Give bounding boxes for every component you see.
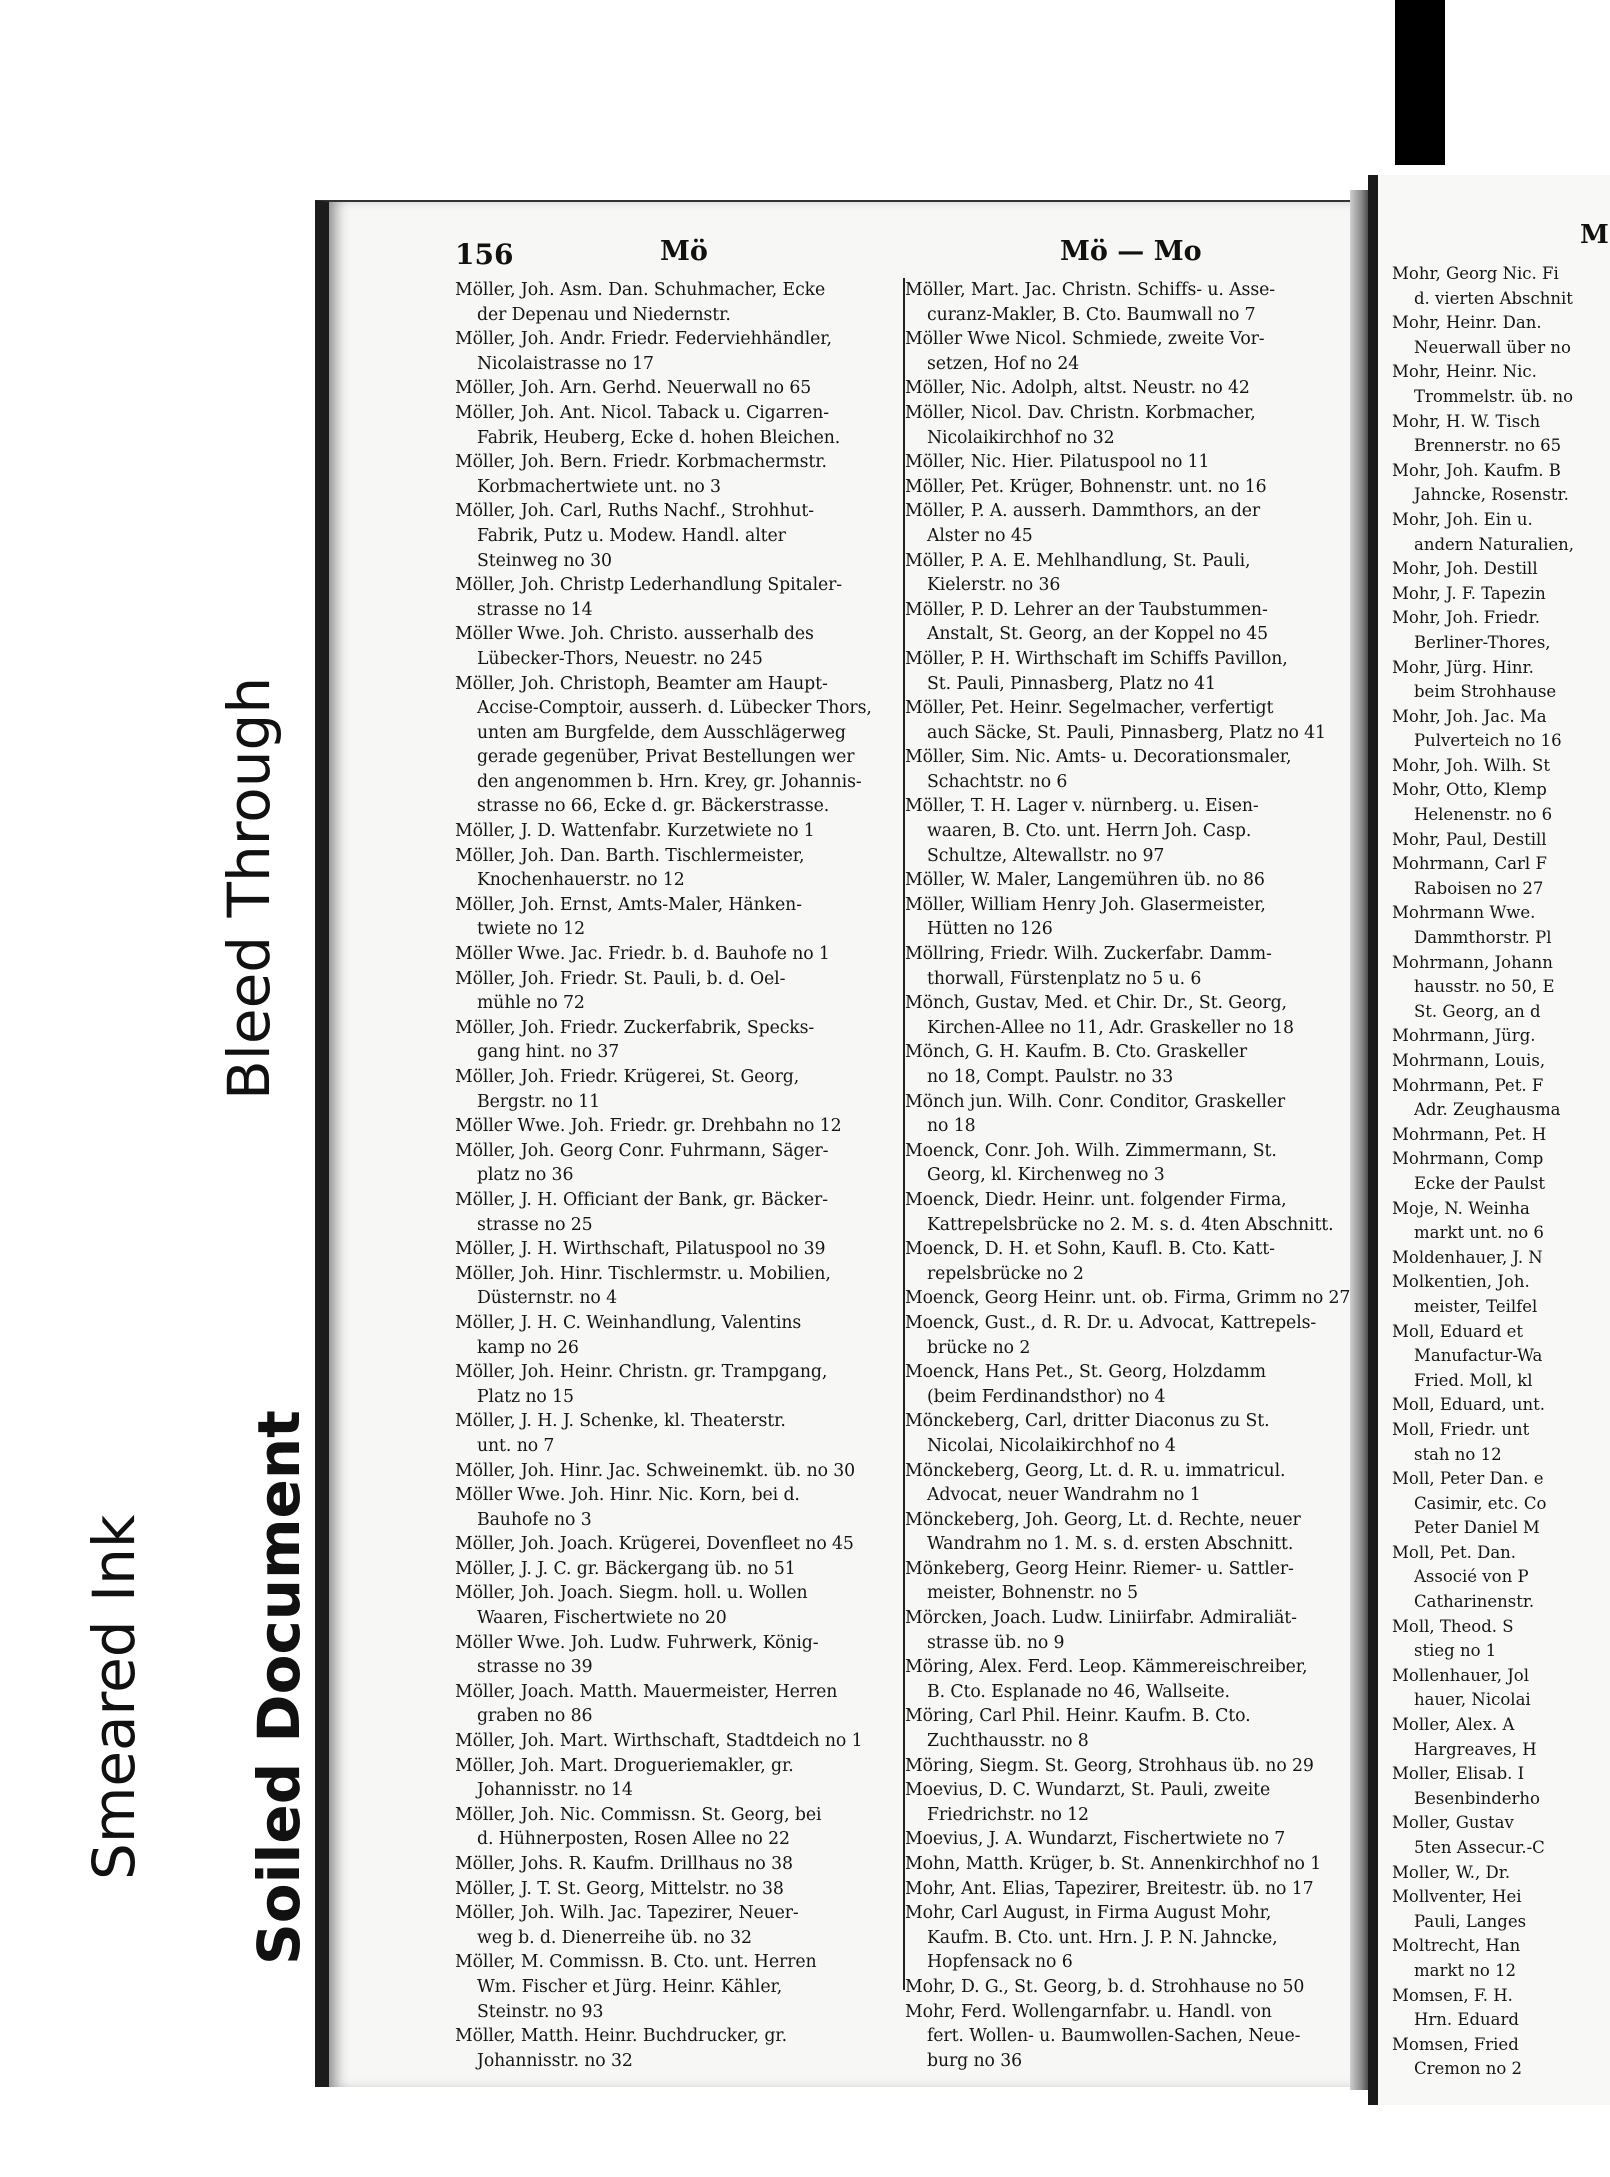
directory-line: Neuerwall über no xyxy=(1414,337,1571,357)
directory-line: curanz-Makler, B. Cto. Baumwall no 7 xyxy=(927,304,1256,325)
label-soiled-document: Soiled Document xyxy=(245,1410,313,1965)
directory-line: thorwall, Fürstenplatz no 5 u. 6 xyxy=(927,968,1202,989)
directory-line: Fried. Moll, kl xyxy=(1414,1370,1533,1390)
scan-margin-strip xyxy=(1395,0,1445,165)
directory-line: Mohrmann, Johann xyxy=(1392,952,1553,972)
directory-line: Momsen, F. H. xyxy=(1392,1985,1513,2005)
directory-line: Mönckeberg, Carl, dritter Diaconus zu St. xyxy=(905,1411,1270,1432)
directory-line: Möller, Sim. Nic. Amts- u. Decorationsmaler, xyxy=(905,747,1292,768)
directory-line: Moller, Gustav xyxy=(1392,1813,1514,1833)
directory-line: kamp no 26 xyxy=(477,1337,579,1358)
directory-line: Möller, J. T. St. Georg, Mittelstr. no 38 xyxy=(455,1878,784,1899)
directory-line: Möller, T. H. Lager v. nürnberg. u. Eisen- xyxy=(905,796,1259,817)
directory-line: Nicolaistrasse no 17 xyxy=(477,353,654,374)
directory-line: der Depenau und Niedernstr. xyxy=(477,304,731,325)
directory-line: Möller, P. D. Lehrer an der Taubstummen- xyxy=(905,599,1268,620)
directory-line: Möller, Johs. R. Kaufm. Drillhaus no 38 xyxy=(455,1854,793,1874)
directory-line: Moenck, Conr. Joh. Wilh. Zimmermann, St. xyxy=(905,1140,1277,1161)
directory-line: Möller, Joh. Asm. Dan. Schuhmacher, Ecke xyxy=(455,280,826,300)
directory-line: Möller, J. H. Officiant der Bank, gr. Bäcker- xyxy=(455,1189,828,1210)
directory-line: Möller, Joh. Friedr. Krügerei, St. Georg, xyxy=(455,1067,800,1087)
directory-line: Brennerstr. no 65 xyxy=(1414,436,1562,456)
directory-line: Möller, M. Commissn. B. Cto. unt. Herren xyxy=(455,1952,817,1973)
directory-line: strasse no 66, Ecke d. gr. Bäckerstrasse. xyxy=(477,796,830,817)
directory-line: platz no 36 xyxy=(477,1165,574,1186)
directory-line: Möller, Joh. Heinr. Christn. gr. Trampgang, xyxy=(455,1362,828,1383)
directory-line: Mohrmann, Comp xyxy=(1392,1149,1544,1169)
directory-line: Dammthorstr. Pl xyxy=(1414,928,1552,948)
directory-line: Korbmachertwiete unt. no 3 xyxy=(477,476,721,497)
directory-line: Kielerstr. no 36 xyxy=(927,575,1061,596)
directory-line: Mohrmann, Pet. F xyxy=(1392,1075,1544,1095)
directory-line: strasse no 14 xyxy=(477,599,593,620)
directory-line: Alster no 45 xyxy=(927,525,1033,546)
directory-line: Mohrmann Wwe. xyxy=(1392,903,1536,923)
directory-line: meister, Teilfel xyxy=(1414,1296,1538,1316)
label-smeared-ink: Smeared Ink xyxy=(80,1514,148,1880)
directory-line: Moll, Friedr. unt xyxy=(1392,1419,1530,1439)
directory-line: unten am Burgfelde, dem Ausschlägerweg xyxy=(477,722,846,743)
running-header-left: Mö xyxy=(660,236,708,267)
directory-line: Möller, J. H. J. Schenke, kl. Theaterstr. xyxy=(455,1411,786,1432)
directory-line: Berliner-Thores, xyxy=(1414,632,1551,652)
directory-line: Associé von P xyxy=(1414,1567,1529,1587)
running-header-far: M xyxy=(1580,220,1609,250)
directory-line: Trommelstr. üb. no xyxy=(1414,386,1574,406)
directory-line: Adr. Zeughausma xyxy=(1414,1100,1561,1120)
directory-line: Möller, P. A. E. Mehlhandlung, St. Pauli, xyxy=(905,550,1251,571)
directory-line: Möller Wwe. Jac. Friedr. b. d. Bauhofe no 1 xyxy=(455,944,830,965)
directory-line: Mohr, Carl August, in Firma August Mohr, xyxy=(905,1903,1272,1924)
directory-line: Kaufm. B. Cto. unt. Hrn. J. P. N. Jahncke, xyxy=(927,1927,1278,1948)
directory-line: hauer, Nicolai xyxy=(1414,1690,1531,1710)
directory-line: no 18, Compt. Paulstr. no 33 xyxy=(927,1067,1174,1087)
directory-line: B. Cto. Esplanade no 46, Wallseite. xyxy=(927,1681,1230,1702)
directory-line: Steinweg no 30 xyxy=(477,550,612,571)
directory-line: Mönckeberg, Joh. Georg, Lt. d. Rechte, neuer xyxy=(905,1509,1301,1530)
directory-line: Schachtstr. no 6 xyxy=(927,771,1068,792)
directory-line: Möller, Joh. Christp Lederhandlung Spitaler- xyxy=(455,575,843,596)
directory-line: Möller, Joh. Carl, Ruths Nachf., Strohhut- xyxy=(455,501,814,522)
directory-line: auch Säcke, St. Pauli, Pinnasberg, Platz no 41 xyxy=(927,722,1326,743)
directory-line: Möller, Joh. Andr. Friedr. Federviehhändler, xyxy=(455,329,832,350)
directory-line: Mönkeberg, Georg Heinr. Riemer- u. Sattler- xyxy=(905,1558,1294,1579)
directory-line: Möller, Joh. Bern. Friedr. Korbmachermstr. xyxy=(455,452,827,473)
directory-line: Möller, J. H. Wirthschaft, Pilatuspool no 39 xyxy=(455,1239,826,1260)
directory-line: 5ten Assecur.-C xyxy=(1414,1838,1545,1857)
directory-line: Waaren, Fischertwiete no 20 xyxy=(477,1608,727,1629)
directory-line: stieg no 1 xyxy=(1414,1641,1497,1661)
directory-line: gerade gegenüber, Privat Bestellungen wer xyxy=(477,747,855,768)
directory-line: Mohr, Heinr. Nic. xyxy=(1392,362,1537,382)
directory-line: Mohrmann, Louis, xyxy=(1392,1051,1546,1070)
directory-line: Hopfensack no 6 xyxy=(927,1952,1073,1973)
directory-line: Möllring, Friedr. Wilh. Zuckerfabr. Damm- xyxy=(905,944,1272,965)
directory-line: andern Naturalien, xyxy=(1414,534,1574,554)
directory-line: Bergstr. no 11 xyxy=(477,1091,601,1112)
directory-line: Helenenstr. no 6 xyxy=(1414,805,1553,825)
directory-line: Mörcken, Joach. Ludw. Liniirfabr. Admiraliät- xyxy=(905,1608,1297,1629)
directory-line: Möller, Joh. Georg Conr. Fuhrmann, Säger- xyxy=(455,1140,829,1161)
directory-line: Möller, Pet. Heinr. Segelmacher, verfertigt xyxy=(905,698,1274,719)
directory-line: Möller, Joh. Hinr. Jac. Schweinemkt. üb. no 30 xyxy=(455,1460,856,1481)
directory-line: Mohr, Joh. Ein u. xyxy=(1392,509,1533,529)
directory-line: Möller, Mart. Jac. Christn. Schiffs- u. Asse- xyxy=(905,280,1275,300)
directory-line: Mohr, Joh. Destill xyxy=(1392,559,1538,579)
directory-line: brücke no 2 xyxy=(927,1337,1031,1358)
directory-line: Mollventer, Hei xyxy=(1392,1887,1522,1907)
directory-line: Pauli, Langes xyxy=(1414,1911,1527,1931)
directory-line: Möller, P. A. ausserh. Dammthors, an der xyxy=(905,501,1261,522)
directory-line: Moll, Pet. Dan. xyxy=(1392,1542,1517,1562)
directory-line: burg no 36 xyxy=(927,2050,1023,2071)
directory-line: Möring, Alex. Ferd. Leop. Kämmereischreiber, xyxy=(905,1657,1308,1678)
directory-line: Mohr, Otto, Klemp xyxy=(1392,780,1547,800)
directory-line: Steinstr. no 93 xyxy=(477,2001,604,2022)
directory-line: strasse no 39 xyxy=(477,1657,593,1678)
directory-line: Mohr, Georg Nic. Fi xyxy=(1392,264,1559,283)
directory-line: Möller, Joh. Mart. Drogueriemakler, gr. xyxy=(455,1755,794,1776)
directory-line: twiete no 12 xyxy=(477,919,585,940)
directory-line: Mohr, D. G., St. Georg, b. d. Strohhause no 50 xyxy=(905,1976,1305,1997)
directory-line: Cremon no 2 xyxy=(1414,2059,1523,2079)
directory-line: Catharinenstr. xyxy=(1414,1592,1535,1612)
directory-line: Mohrmann, Pet. H xyxy=(1392,1124,1547,1144)
directory-line: Mohr, Paul, Destill xyxy=(1392,829,1547,849)
directory-line: Manufactur-Wa xyxy=(1414,1346,1543,1366)
directory-line: waaren, B. Cto. unt. Herrn Joh. Casp. xyxy=(927,821,1252,842)
directory-column-left xyxy=(455,278,905,2073)
directory-line: Möller, Joh. Christoph, Beamter am Haupt- xyxy=(455,673,828,694)
directory-line: Friedrichstr. no 12 xyxy=(927,1804,1089,1825)
directory-line: Möller, Joh. Joach. Siegm. holl. u. Wollen xyxy=(455,1583,808,1604)
directory-line: Moldenhauer, J. N xyxy=(1392,1247,1543,1267)
directory-line: Molkentien, Joh. xyxy=(1392,1272,1530,1292)
directory-line: Möller, J. J. C. gr. Bäckergang üb. no 51 xyxy=(455,1558,796,1579)
directory-line: Möller, Joh. Dan. Barth. Tischlermeister, xyxy=(455,845,805,866)
directory-line: Georg, kl. Kirchenweg no 3 xyxy=(927,1165,1165,1186)
directory-line: Mohr, Ferd. Wollengarnfabr. u. Handl. von xyxy=(905,2001,1272,2022)
directory-line: Jahncke, Rosenstr. xyxy=(1414,485,1569,505)
label-bleed-through: Bleed Through xyxy=(215,676,283,1100)
directory-line: fert. Wollen- u. Baumwollen-Sachen, Neue- xyxy=(927,2026,1301,2047)
directory-line: Raboisen no 27 xyxy=(1414,878,1544,898)
directory-line: Hargreaves, H xyxy=(1414,1739,1537,1759)
directory-line: Möller Wwe. Joh. Christo. ausserhalb des xyxy=(455,624,814,645)
directory-line: Möller Wwe. Joh. Hinr. Nic. Korn, bei d. xyxy=(455,1485,800,1506)
directory-line: Möller Wwe. Joh. Friedr. gr. Drehbahn no 12 xyxy=(455,1116,842,1137)
directory-line: Kirchen-Allee no 11, Adr. Graskeller no 18 xyxy=(927,1017,1294,1038)
directory-line: Mohrmann, Carl F xyxy=(1392,854,1547,874)
directory-line: Moller, W., Dr. xyxy=(1392,1862,1511,1882)
directory-line: d. vierten Abschnit xyxy=(1414,288,1573,308)
directory-line: repelsbrücke no 2 xyxy=(927,1263,1084,1284)
directory-line: Platz no 15 xyxy=(477,1386,574,1407)
directory-line: Hütten no 126 xyxy=(927,919,1053,940)
directory-line: Momsen, Fried xyxy=(1392,2034,1519,2054)
directory-line: St. Georg, an d xyxy=(1414,1001,1541,1021)
directory-line: Düsternstr. no 4 xyxy=(477,1288,617,1309)
directory-line: Lübecker-Thors, Neuestr. no 245 xyxy=(477,648,763,669)
directory-line: Kattrepelsbrücke no 2. M. s. d. 4ten Abschnitt. xyxy=(927,1214,1334,1235)
directory-line: Mohr, Jürg. Hinr. xyxy=(1392,657,1534,677)
directory-line: Ecke der Paulst xyxy=(1414,1173,1545,1193)
directory-line: Möller, Joh. Wilh. Jac. Tapezirer, Neuer- xyxy=(455,1903,799,1924)
directory-line: Mohr, J. F. Tapezin xyxy=(1392,583,1546,603)
directory-line: Möller Wwe. Joh. Ludw. Fuhrwerk, König- xyxy=(455,1632,819,1653)
directory-line: Möller, Joh. Friedr. St. Pauli, b. d. Oel- xyxy=(455,968,786,989)
directory-line: Moenck, Georg Heinr. unt. ob. Firma, Grimm no 27 xyxy=(905,1288,1351,1309)
directory-line: den angenommen b. Hrn. Krey, gr. Johannis- xyxy=(477,771,862,792)
directory-line: Moller, Elisab. I xyxy=(1392,1764,1525,1784)
directory-line: Möller, Nic. Hier. Pilatuspool no 11 xyxy=(905,452,1210,473)
directory-line: Nicolai, Nicolaikirchhof no 4 xyxy=(927,1435,1176,1456)
directory-line: Moll, Theod. S xyxy=(1392,1616,1514,1636)
directory-line: Moll, Eduard, unt. xyxy=(1392,1395,1546,1415)
directory-line: Mönch, Gustav, Med. et Chir. Dr., St. Georg, xyxy=(905,993,1287,1014)
directory-line: Möller, Nic. Adolph, altst. Neustr. no 42 xyxy=(905,378,1250,399)
directory-line: Möller, P. H. Wirthschaft im Schiffs Pavillon, xyxy=(905,648,1288,669)
directory-line: Möller, Joh. Friedr. Zuckerfabrik, Specks- xyxy=(455,1017,815,1038)
directory-line: Moenck, Diedr. Heinr. unt. folgender Firma, xyxy=(905,1189,1287,1210)
directory-line: Möller, J. H. C. Weinhandlung, Valentins xyxy=(455,1312,802,1333)
directory-line: Mohr, H. W. Tisch xyxy=(1392,411,1541,431)
directory-line: Bauhofe no 3 xyxy=(477,1509,592,1530)
directory-line: Anstalt, St. Georg, an der Koppel no 45 xyxy=(927,624,1269,645)
directory-line: Möller, J. D. Wattenfabr. Kurzetwiete no 1 xyxy=(455,821,815,842)
directory-line: Mohr, Joh. Wilh. St xyxy=(1392,755,1550,775)
directory-line: Möring, Carl Phil. Heinr. Kaufm. B. Cto. xyxy=(905,1706,1251,1727)
directory-line: St. Pauli, Pinnasberg, Platz no 41 xyxy=(927,673,1216,694)
directory-line: Schultze, Altewallstr. no 97 xyxy=(927,845,1165,866)
directory-line: Mohr, Heinr. Dan. xyxy=(1392,313,1542,333)
directory-line: Moenck, Hans Pet., St. Georg, Holzdamm xyxy=(905,1362,1266,1383)
directory-line: Knochenhauerstr. no 12 xyxy=(477,870,685,891)
directory-line: strasse no 25 xyxy=(477,1214,593,1235)
directory-line: unt. no 7 xyxy=(477,1435,555,1456)
directory-line: Mohrmann, Jürg. xyxy=(1392,1026,1536,1046)
directory-line: Mollenhauer, Jol xyxy=(1392,1665,1530,1685)
directory-line: Möller, Joh. Joach. Krügerei, Dovenfleet no 45 xyxy=(455,1534,854,1555)
directory-line: hausstr. no 50, E xyxy=(1414,977,1555,997)
directory-line: Peter Daniel M xyxy=(1414,1518,1540,1538)
directory-line: Moenck, D. H. et Sohn, Kaufl. B. Cto. Katt- xyxy=(905,1239,1275,1260)
directory-line: Advocat, neuer Wandrahm no 1 xyxy=(927,1485,1201,1506)
directory-line: Möller, Joh. Arn. Gerhd. Neuerwall no 65 xyxy=(455,378,812,399)
running-header-right: Mö — Mo xyxy=(1060,236,1202,267)
directory-line: Nicolaikirchhof no 32 xyxy=(927,427,1115,448)
directory-line: Accise-Comptoir, ausserh. d. Lübecker Thors, xyxy=(477,698,872,719)
directory-line: Möller, Joach. Matth. Mauermeister, Herren xyxy=(455,1681,838,1702)
directory-line: Möller, W. Maler, Langemühren üb. no 86 xyxy=(905,870,1265,891)
directory-column-far xyxy=(1392,262,1600,2082)
directory-line: Möller, Joh. Ernst, Amts-Maler, Hänken- xyxy=(455,894,802,915)
directory-line: d. Hühnerposten, Rosen Allee no 22 xyxy=(477,1829,790,1850)
directory-line: Mohr, Joh. Kaufm. B xyxy=(1392,460,1561,480)
directory-line: Wandrahm no 1. M. s. d. ersten Abschnitt. xyxy=(927,1534,1294,1555)
directory-line: Möller, Nicol. Dav. Christn. Korbmacher, xyxy=(905,402,1256,423)
directory-line: Möller, Joh. Nic. Commissn. St. Georg, bei xyxy=(455,1804,822,1825)
directory-line: Besenbinderho xyxy=(1414,1788,1540,1808)
directory-line: Möller, Joh. Mart. Wirthschaft, Stadtdeich no 1 xyxy=(455,1731,863,1752)
directory-line: meister, Bohnenstr. no 5 xyxy=(927,1583,1139,1604)
directory-line: mühle no 72 xyxy=(477,993,585,1014)
directory-line: Johannisstr. no 14 xyxy=(477,1780,633,1801)
directory-line: Möller, Pet. Krüger, Bohnenstr. unt. no 16 xyxy=(905,476,1267,497)
directory-line: gang hint. no 37 xyxy=(477,1042,620,1063)
directory-line: Mohr, Joh. Friedr. xyxy=(1392,608,1540,628)
directory-line: Mönch, G. H. Kaufm. B. Cto. Graskeller xyxy=(905,1042,1247,1063)
directory-line: Johannisstr. no 32 xyxy=(477,2050,633,2071)
directory-line: Pulverteich no 16 xyxy=(1414,731,1562,751)
directory-line: Moll, Eduard et xyxy=(1392,1321,1524,1341)
directory-line: markt no 12 xyxy=(1414,1960,1517,1980)
directory-line: Moltrecht, Han xyxy=(1392,1936,1521,1956)
directory-line: Möring, Siegm. St. Georg, Strohhaus üb. no 29 xyxy=(905,1755,1314,1776)
directory-line: Mönch jun. Wilh. Conr. Conditor, Graskeller xyxy=(905,1091,1286,1112)
directory-line: Moll, Peter Dan. e xyxy=(1392,1469,1544,1489)
directory-line: Casimir, etc. Co xyxy=(1414,1493,1547,1513)
directory-line: Möller Wwe Nicol. Schmiede, zweite Vor- xyxy=(905,329,1265,350)
directory-line: Moevius, J. A. Wundarzt, Fischertwiete no 7 xyxy=(905,1829,1286,1850)
directory-line: Mohn, Matth. Krüger, b. St. Annenkirchhof no 1 xyxy=(905,1854,1322,1874)
directory-line: setzen, Hof no 24 xyxy=(927,353,1080,374)
directory-line: no 18 xyxy=(927,1116,976,1137)
directory-line: Fabrik, Putz u. Modew. Handl. alter xyxy=(477,525,786,546)
directory-line: Moevius, D. C. Wundarzt, St. Pauli, zweite xyxy=(905,1780,1271,1801)
directory-line: Zuchthausstr. no 8 xyxy=(927,1731,1089,1752)
directory-line: Fabrik, Heuberg, Ecke d. hohen Bleichen. xyxy=(477,427,841,448)
directory-line: Möller, William Henry Joh. Glasermeister, xyxy=(905,894,1266,915)
directory-line: graben no 86 xyxy=(477,1706,593,1727)
directory-line: Moje, N. Weinha xyxy=(1392,1198,1530,1218)
directory-line: Mönckeberg, Georg, Lt. d. R. u. immatricul. xyxy=(905,1460,1286,1481)
directory-line: stah no 12 xyxy=(1414,1444,1502,1464)
directory-line: beim Strohhause xyxy=(1414,682,1557,702)
directory-line: Mohr, Ant. Elias, Tapezirer, Breitestr. üb. no 17 xyxy=(905,1878,1314,1899)
directory-column-middle xyxy=(905,278,1355,2073)
directory-line: Moenck, Gust., d. R. Dr. u. Advocat, Kattrepels- xyxy=(905,1312,1317,1333)
directory-line: markt unt. no 6 xyxy=(1414,1223,1544,1243)
directory-line: Hrn. Eduard xyxy=(1414,2010,1519,2030)
directory-line: Möller, Matth. Heinr. Buchdrucker, gr. xyxy=(455,2026,787,2047)
page-number: 156 xyxy=(455,238,514,271)
directory-line: Möller, Joh. Ant. Nicol. Taback u. Cigarren- xyxy=(455,402,830,423)
directory-line: weg b. d. Dienerreihe üb. no 32 xyxy=(477,1927,752,1948)
directory-line: strasse üb. no 9 xyxy=(927,1632,1065,1653)
directory-line: Wm. Fischer et Jürg. Heinr. Kähler, xyxy=(477,1976,783,1997)
directory-line: (beim Ferdinandsthor) no 4 xyxy=(927,1386,1166,1407)
directory-line: Möller, Joh. Hinr. Tischlermstr. u. Mobilien, xyxy=(455,1263,831,1284)
directory-line: Moller, Alex. A xyxy=(1392,1715,1515,1735)
directory-line: Mohr, Joh. Jac. Ma xyxy=(1392,706,1547,726)
